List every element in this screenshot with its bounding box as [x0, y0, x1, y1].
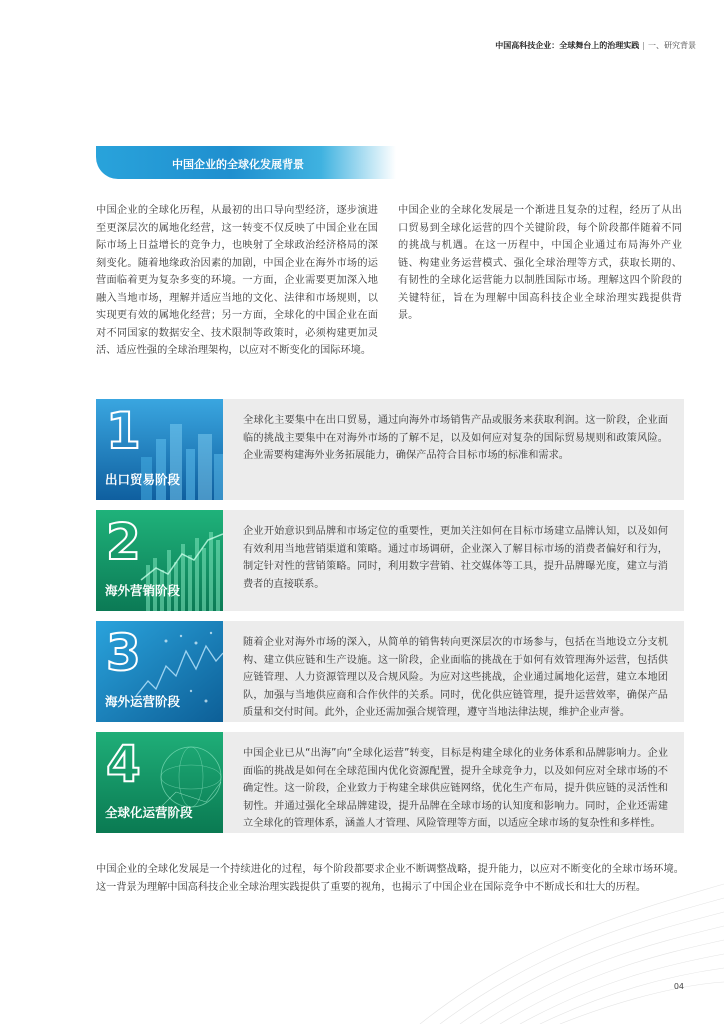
stage-3-label: 海外运营阶段: [105, 694, 181, 709]
stage-4-description: 中国企业已从“出海”向“全球化运营”转变，目标是构建全球化的业务体系和品牌影响力。企业面临的挑战是如何在全球范围内优化资源配置，提升全球竞争力，以及如何应对全球市场的不确定性。这一阶段，企业致力于构建全球供应链网络，优化生产布局，提升供应链的灵活性和韧性。并通过强化全球品牌建设，提升品牌在全球市场的认知度和影响力。同时，企业还需建立全球化的管理体系，涵盖人才管理、风险管理等方面，以适应全球市场的复杂性和多样性。: [223, 732, 684, 833]
stage-4-label: 全球化运营阶段: [105, 805, 193, 820]
closing-paragraph: 中国企业的全球化发展是一个持续进化的过程，每个阶段都要求企业不断调整战略，提升能力，以应对不断变化的全球市场环境。这一背景为理解中国高科技企业全球治理实践提供了重要的视角，也揭示了中国企业在国际竞争中不断成长和壮大的历程。: [96, 864, 684, 893]
header-separator: |: [642, 41, 645, 50]
stage-card-3: [96, 621, 684, 722]
stage-2-label: 海外营销阶段: [105, 583, 181, 598]
header-section: 一、研究背景: [648, 41, 696, 50]
section-title: 中国企业的全球化发展背景: [172, 158, 304, 171]
stage-1-description: 全球化主要集中在出口贸易，通过向海外市场销售产品或服务来获取利润。这一阶段，企业面临的挑战主要集中在对海外市场的了解不足，以及如何应对复杂的国际贸易规则和政策风险。企业需要构建海外业务拓展能力，确保产品符合目标市场的标准和需求。: [223, 399, 684, 500]
stage-3-image: [96, 621, 223, 722]
stage-1-image: [96, 399, 223, 500]
stage-4-number: 4: [106, 735, 141, 793]
stage-2-image: [96, 510, 223, 611]
page-number: 04: [673, 982, 684, 991]
intro-right-paragraph: 中国企业的全球化发展是一个渐进且复杂的过程，经历了从出口贸易到全球化运营的四个关键阶段，每个阶段都伴随着不同的挑战与机遇。在这一历程中，中国企业通过布局海外产业链、构建业务运营模式、强化全球治理等方式，获取长期的、有韧性的全球化运营能力以制胜国际市场。理解这四个阶段的关键特征，旨在为理解中国高科技企业全球治理实践提供背景。: [398, 205, 682, 321]
stage-3-number: 3: [106, 624, 141, 682]
section-banner: [96, 146, 396, 179]
running-header: [495, 40, 696, 51]
intro-left-paragraph: 中国企业的全球化历程，从最初的出口导向型经济，逐步演进至更深层次的属地化经营，这一转变不仅反映了中国企业在国际市场上日益增长的竞争力，也映射了全球政治经济格局的深刻变化。随着地缘政治因素的加剧，中国企业在海外市场的运营面临着更为复杂多变的环境。一方面，企业需要更加深入地融入当地市场，理解并适应当地的文化、法律和市场规则，以实现更有效的属地化经营；另一方面，全球化的中国企业在面对不同国家的数据安全、技术限制等政策时，必须构建更加灵活、适应性强的全球治理架构，以应对不断变化的国际环境。: [96, 205, 378, 356]
stage-2-number: 2: [106, 513, 141, 571]
header-doc-title: 中国高科技企业：全球舞台上的治理实践: [495, 41, 640, 50]
stage-card-1: [96, 399, 684, 500]
stage-2-description: 企业开始意识到品牌和市场定位的重要性，更加关注如何在目标市场建立品牌认知，以及如何有效利用当地营销渠道和策略。通过市场调研，企业深入了解目标市场的消费者偏好和行为，制定针对性的营销策略。同时，利用数字营销、社交媒体等工具，提升品牌曝光度，建立与消费者的直接联系。: [223, 510, 684, 611]
stage-3-description: 随着企业对海外市场的深入，从简单的销售转向更深层次的市场参与，包括在当地设立分支机构、建立供应链和生产设施。这一阶段，企业面临的挑战在于如何有效管理海外运营，包括供应链管理、人力资源管理以及合规风险。为应对这些挑战，企业通过属地化运营，建立本地团队，加强与当地供应商和合作伙伴的关系。同时，优化供应链管理，提升运营效率，确保产品质量和交付时间。此外，企业还需加强合规管理，遵守当地法律法规，维护企业声誉。: [223, 621, 684, 722]
decorative-wave-lines: [0, 794, 724, 1024]
stage-card-2: [96, 510, 684, 611]
stage-1-label: 出口贸易阶段: [105, 472, 181, 487]
stage-1-number: 1: [106, 402, 141, 460]
